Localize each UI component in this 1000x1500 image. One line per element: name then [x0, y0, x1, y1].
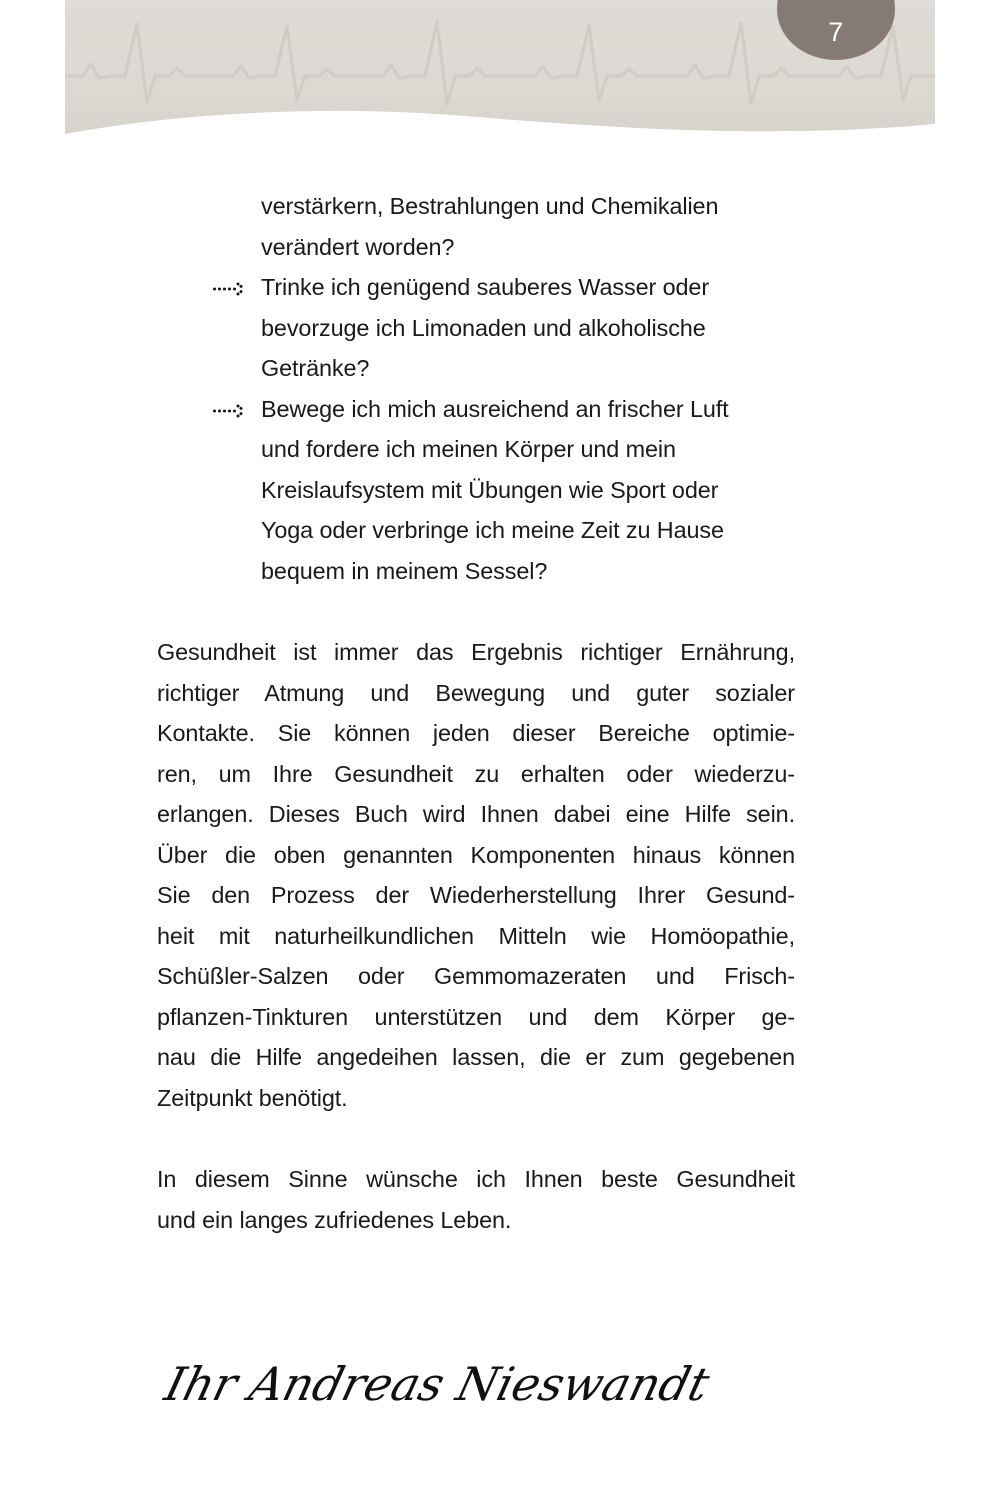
- bullet-line: Yoga oder verbringe ich meine Zeit zu Hause: [261, 517, 724, 543]
- dotted-arrow-icon: [213, 389, 253, 430]
- paragraph-wunsch: [157, 1159, 795, 1240]
- page-number-value: 7: [828, 17, 844, 47]
- text-line: pflanzen-Tinkturen unterstützen und dem Körper ge-: [157, 1003, 795, 1030]
- bullet-line: Bewege ich mich ausreichend an frischer Luft: [261, 395, 729, 422]
- author-signature: [160, 1330, 760, 1440]
- text-line: Über die oben genannten Komponenten hinaus können: [157, 841, 795, 868]
- bullet-line: bequem in meinem Sessel?: [261, 557, 548, 584]
- bullet-item: [157, 389, 795, 430]
- bullet-line: Kreislaufsystem mit Übungen wie Sport oder: [261, 476, 719, 503]
- text-line: heit mit naturheilkundlichen Mitteln wie Homöopathie,: [157, 922, 795, 949]
- text-line: Zeitpunkt benötigt.: [157, 1084, 348, 1111]
- signature-text: Ihr Andreas Nieswandt: [160, 1358, 715, 1412]
- paragraph-spacer: [157, 591, 795, 632]
- question-bullet-list: [157, 186, 795, 591]
- bullet-line: bevorzuge ich Limonaden und alkoholische: [261, 314, 706, 341]
- page-content: [157, 186, 795, 1240]
- text-line: Schüßler-Salzen oder Gemmomazeraten und Frisch-: [157, 963, 795, 989]
- paragraph-spacer: [157, 1118, 795, 1159]
- text-line: richtiger Atmung und Bewegung und guter sozialer: [157, 679, 795, 706]
- bullet-item: [157, 267, 795, 308]
- dotted-arrow-icon: [213, 267, 253, 308]
- text-line: ren, um Ihre Gesundheit zu erhalten oder wiederzu-: [157, 760, 795, 787]
- text-line: Kontakte. Sie können jeden dieser Bereiche optimie-: [157, 720, 795, 746]
- paragraph-gesundheit: [157, 632, 795, 1118]
- continuation-line: verändert worden?: [261, 233, 455, 260]
- header-decoration-band: [65, 0, 935, 152]
- continuation-line: verstärkern, Bestrahlungen und Chemikalien: [261, 193, 719, 219]
- text-line: erlangen. Dieses Buch wird Ihnen dabei eine Hilfe sein.: [157, 801, 795, 827]
- bullet-line: und fordere ich meinen Körper und mein: [261, 436, 676, 462]
- bullet-line: Trinke ich genügend sauberes Wasser oder: [261, 274, 710, 300]
- text-line: Sie den Prozess der Wiederherstellung Ihrer Gesund-: [157, 882, 795, 908]
- text-line: In diesem Sinne wünsche ich Ihnen beste Gesundheit: [157, 1166, 795, 1192]
- text-line: Gesundheit ist immer das Ergebnis richtiger Ernährung,: [157, 639, 795, 665]
- text-line: und ein langes zufriedenes Leben.: [157, 1206, 512, 1233]
- text-line: nau die Hilfe angedeihen lassen, die er zum gegebenen: [157, 1044, 795, 1070]
- bullet-line: Getränke?: [261, 355, 370, 381]
